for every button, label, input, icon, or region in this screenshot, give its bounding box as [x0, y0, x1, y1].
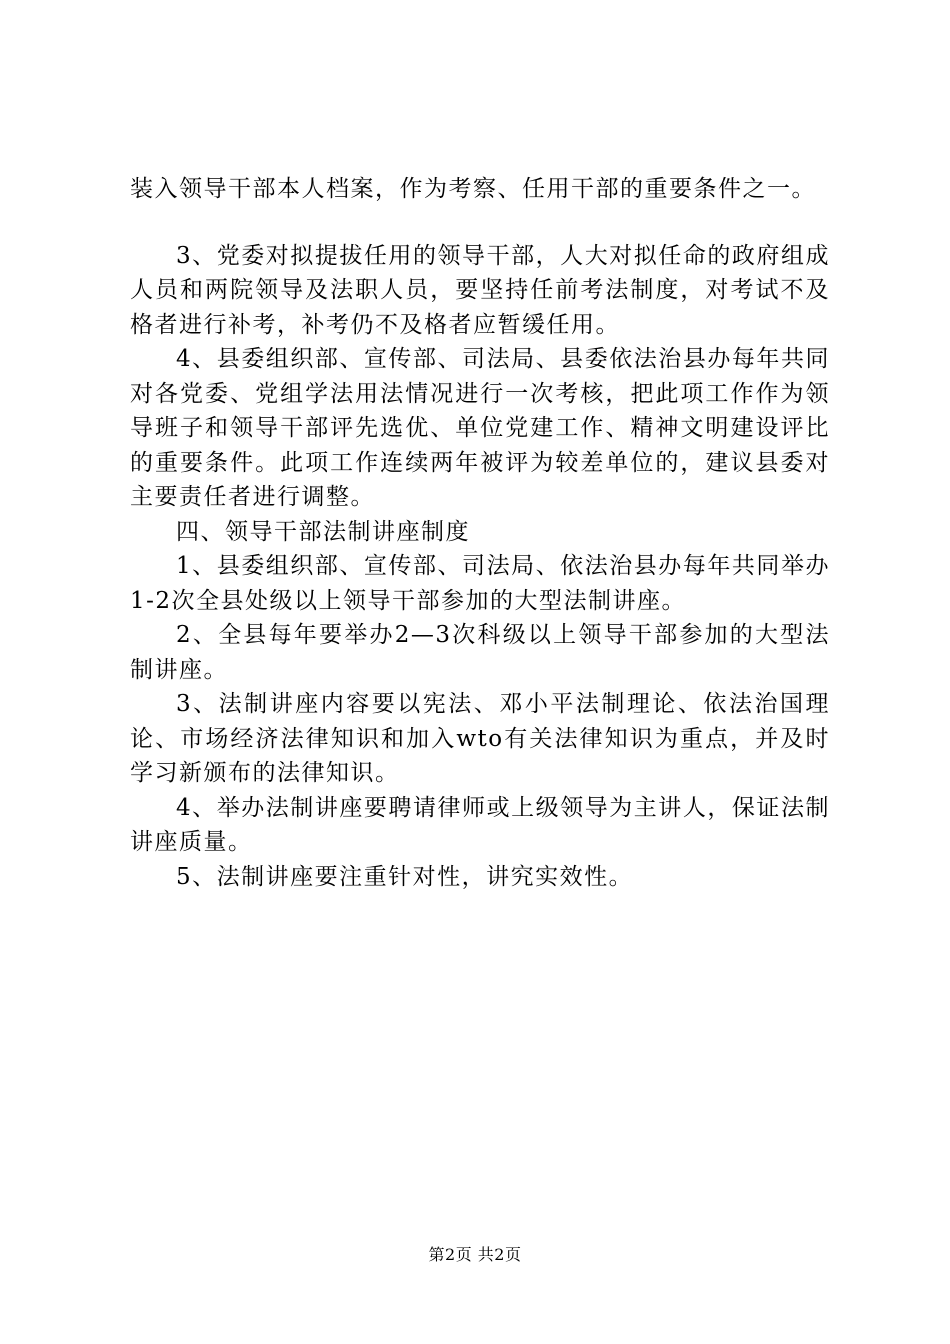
page-footer: [0, 1244, 950, 1266]
document-body: [130, 172, 830, 894]
page-number-indicator: 第2页 共2页: [428, 1245, 522, 1264]
paragraph-item-4-assessment: 4、县委组织部、宣传部、司法局、县委依法治县办每年共同对各党委、党组学法用法情况进行一次考核，把此项工作作为领导班子和领导干部评先选优、单位党建工作、精神文明建设评比的重要条件。此项工作连续两年被评为较差单位的，建议县委对主要责任者进行调整。: [130, 346, 830, 510]
paragraph-continuation: 装入领导干部本人档案，作为考察、任用干部的重要条件之一。: [130, 176, 816, 202]
section-heading-lecture-system: 四、领导干部法制讲座制度: [176, 518, 470, 545]
paragraph-lecture-item-1: 1、县委组织部、宣传部、司法局、依法治县办每年共同举办1-2次全县处级以上领导干部参加的大型法制讲座。: [130, 553, 830, 614]
paragraph-lecture-item-2: 2、全县每年要举办2—3次科级以上领导干部参加的大型法制讲座。: [130, 622, 830, 683]
paragraph-lecture-item-5: 5、法制讲座要注重针对性，讲究实效性。: [176, 863, 634, 890]
paragraph-item-3-exam-system: 3、党委对拟提拔任用的领导干部，人大对拟任命的政府组成人员和两院领导及法职人员，要坚持任前考法制度，对考试不及格者进行补考，补考仍不及格者应暂缓任用。: [130, 242, 830, 338]
paragraph-lecture-item-3: 3、法制讲座内容要以宪法、邓小平法制理论、依法治国理论、市场经济法律知识和加入wto有关法律知识为重点，并及时学习新颁布的法律知识。: [130, 691, 830, 786]
paragraph-lecture-item-4: 4、举办法制讲座要聘请律师或上级领导为主讲人，保证法制讲座质量。: [130, 794, 830, 855]
